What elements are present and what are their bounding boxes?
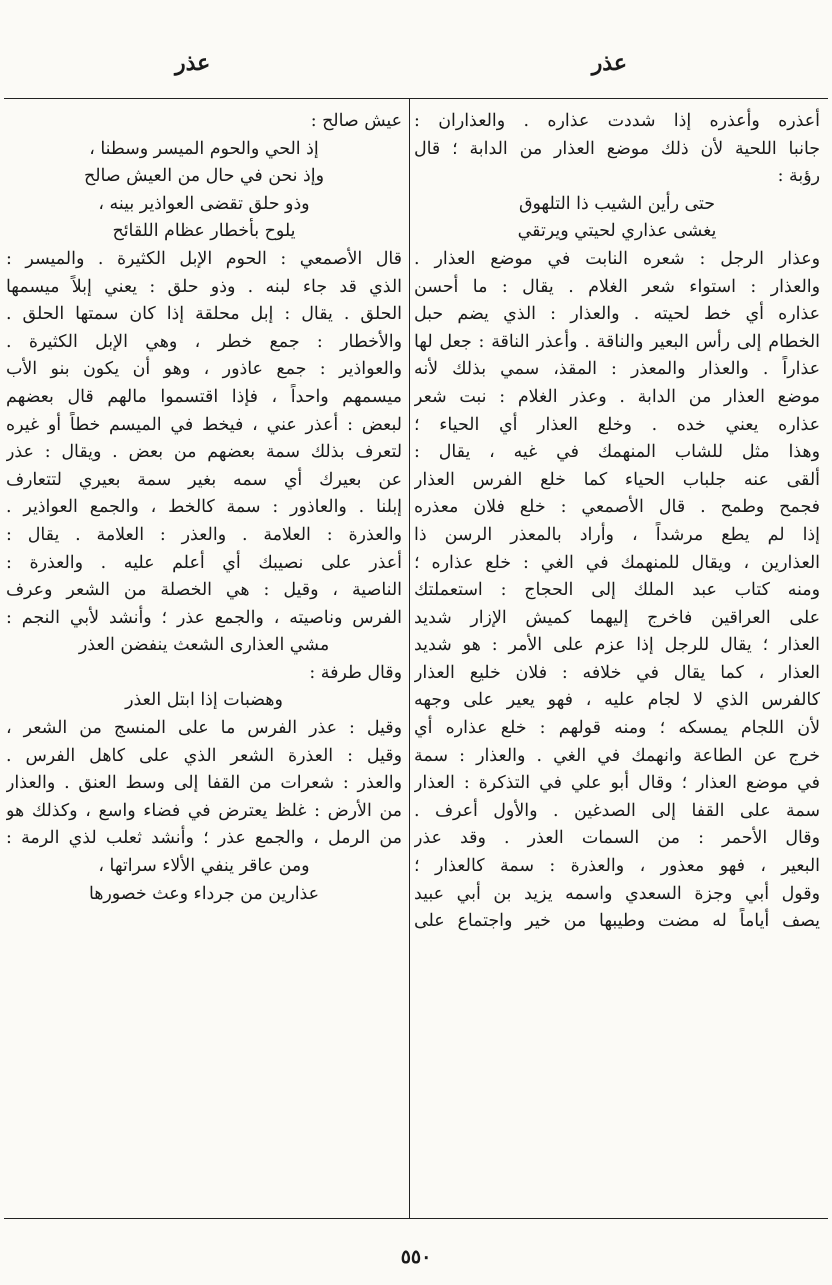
text-line: قال الأصمعي : الحوم الإبل الكثيرة . والميسر : — [6, 248, 402, 269]
text-line: موضع العذار من الدابة . وعذر الغلام : نبت شعر — [414, 386, 820, 407]
text-line: الحلق . يقال : إبل محلقة إذا كان سمتها الحلق . — [6, 304, 402, 325]
text-line: كالفرس الذي لا لجام عليه ، فهو يعير على وجهه — [414, 690, 820, 711]
text-line: لتعرف بذلك سمة بعضهم من بعض . ويقال : عذر — [6, 442, 402, 463]
text-line: عذاره أي خط لحيته . والعذار : الذي يضم حبل — [414, 304, 820, 325]
text-line: البعير ، فهو معذور ، والعذرة : سمة كالعذار ؛ — [414, 856, 820, 877]
page-number: ٥٥٠ — [400, 1246, 432, 1268]
verse-line: يلوح بأخطار عظام اللقائح — [112, 221, 296, 242]
text-line: الخطام إلى رأس البعير والناقة . وأعذر الناقة : جعل لها — [414, 331, 820, 352]
text-line: على العراقين فاخرج إليهما كميش الإزار شديد — [414, 607, 820, 628]
verse-line: وهضبات إذا ابتل العذر — [125, 690, 283, 711]
text-line: جانبا اللحية لأن ذلك موضع العذار من الدابة ؛ قال — [414, 138, 820, 159]
text-line: يصف أياماً له مضت وطيبها من خير واجتماع على — [414, 911, 820, 932]
right-column — [414, 108, 820, 1212]
text-line: الذي قد جاء لبنه . وذو حلق : يعني إبلاً ميسمها — [6, 276, 402, 297]
running-header-left: عذر — [175, 50, 211, 76]
verse-line: وذو حلق تقضى العواذير بينه ، — [98, 193, 310, 214]
text-line: ومنه كتاب عبد الملك إلى الحجاج : استعملتك — [414, 580, 820, 601]
text-line: العذارين ، ويقال للمنهمك في الغي : خلع عذاره ؛ — [414, 552, 820, 573]
text-line: وعذار الرجل : شعره النابت في موضع العذار . — [414, 248, 820, 269]
text-line: وقيل : عذر الفرس ما على المنسج من الشعر ، — [6, 718, 402, 739]
text-line: وقول أبي وجزة السعدي واسمه يزيد بن أبي عبيد — [414, 883, 820, 904]
text-line: ميسمهم واحداً ، فإذا اقتسموا مالهم قال بعضهم — [6, 386, 402, 407]
text-line: ألقى عنه جلباب الحياء كما خلع الفرس العذار — [414, 469, 820, 490]
text-line: لبعض : أعذر عني ، فيخط في الميسم خطاً أو غيره — [6, 414, 402, 435]
verse-line: يغشى عذاري لحيتي ويرتقي — [517, 221, 717, 242]
verse-line: حتى رأين الشيب ذا التلهوق — [518, 193, 716, 214]
text-line: الفرس وناصيته ، والجمع عذر ؛ وأنشد لأبي النجم : — [6, 607, 402, 628]
verse-line: عذارين من جرداء وعث خصورها — [88, 883, 320, 904]
running-header-right: عذر — [591, 50, 627, 76]
text-line: في موضع العذار ؛ وقال أبو علي في التذكرة : العذار — [414, 773, 820, 794]
text-line: والعذرة : العلامة . والعذر : العلامة . يقال : — [6, 524, 402, 545]
text-line: من الرمل ، والجمع عذر ؛ وأنشد ثعلب لذي الرمة : — [6, 828, 402, 849]
text-line: أعذره وأعذره إذا شددت عذاره . والعذاران : — [414, 111, 820, 131]
verse-line: ومن عاقر ينفي الألاء سراتها ، — [98, 856, 310, 877]
text-line: والعواذير : جمع عاذور ، وهو أن يكون بنو الأب — [6, 359, 402, 380]
text-line: فجمح وطمح . قال الأصمعي : خلع فلان معذره — [414, 497, 820, 518]
column-divider — [409, 98, 410, 1218]
text-line: سمة على القفا إلى الصدغين . والأول أعرف . — [414, 800, 820, 821]
text-line: لأن اللجام يمسكه ؛ ومنه قولهم : خلع عذاره أي — [414, 718, 820, 739]
text-line: عذاراً . والعذار والمعذر : المقذ، سمي بذلك لأنه — [414, 359, 820, 380]
text-line: إبلنا . والعاذور : سمة كالخط ، والجمع العواذير . — [6, 497, 402, 518]
text-line: وقال الأحمر : من السمات العذر . وقد عذر — [414, 828, 820, 849]
text-line: والعذر : شعرات من القفا إلى وسط العنق . والعذار — [6, 773, 402, 794]
text-line: وهذا مثل للشاب المنهمك في غيه ، يقال : — [414, 442, 820, 463]
verse-line: وإذ نحن في حال من العيش صالح — [83, 166, 325, 187]
text-line: عيش صالح : — [310, 111, 402, 131]
text-line: عن بعيرك أي سمه بغير سمة بعيري لتتعارف — [6, 469, 402, 490]
text-line: إذا لم يطع مرشداً ، وأراد بالمعذر الرسن ذا — [414, 524, 820, 545]
text-line: عذاره يعني خده . وخلع العذار أي الحياء ؛ — [414, 414, 820, 435]
text-line: من الأرض : غلظ يعترض في فضاء واسع ، وكذلك هو — [6, 800, 402, 821]
verse-line: مشي العذارى الشعث ينفضن العذر — [78, 635, 330, 656]
text-line: وقال طرفة : — [309, 662, 402, 683]
text-line: رؤبة : — [777, 166, 820, 187]
text-line: وقيل : العذرة الشعر الذي على كاهل الفرس . — [6, 745, 402, 766]
text-line: والأخطار : جمع خطر ، وهي الإبل الكثيرة . — [6, 331, 402, 352]
text-line: العذار ، كما يقال في خلافه : فلان خليع العذار — [414, 662, 820, 683]
left-column — [6, 108, 402, 1212]
text-line: العذار ؛ يقال للرجل إذا عزم على الأمر : هو شديد — [414, 635, 820, 656]
header-rule — [4, 98, 828, 99]
text-line: أعذر على نصيبك أي أعلم عليه . والعذرة : — [6, 552, 402, 573]
text-line: خرج عن الطاعة وانهمك في الغي . والعذار : سمة — [414, 745, 820, 766]
verse-line: إذ الحي والحوم الميسر وسطنا ، — [89, 138, 319, 159]
text-line: والعذار : استواء شعر الغلام . يقال : ما أحسن — [414, 276, 820, 297]
footer-rule — [4, 1218, 828, 1219]
text-line: الناصية ، وقيل : هي الخصلة من الشعر وعرف — [6, 580, 402, 601]
